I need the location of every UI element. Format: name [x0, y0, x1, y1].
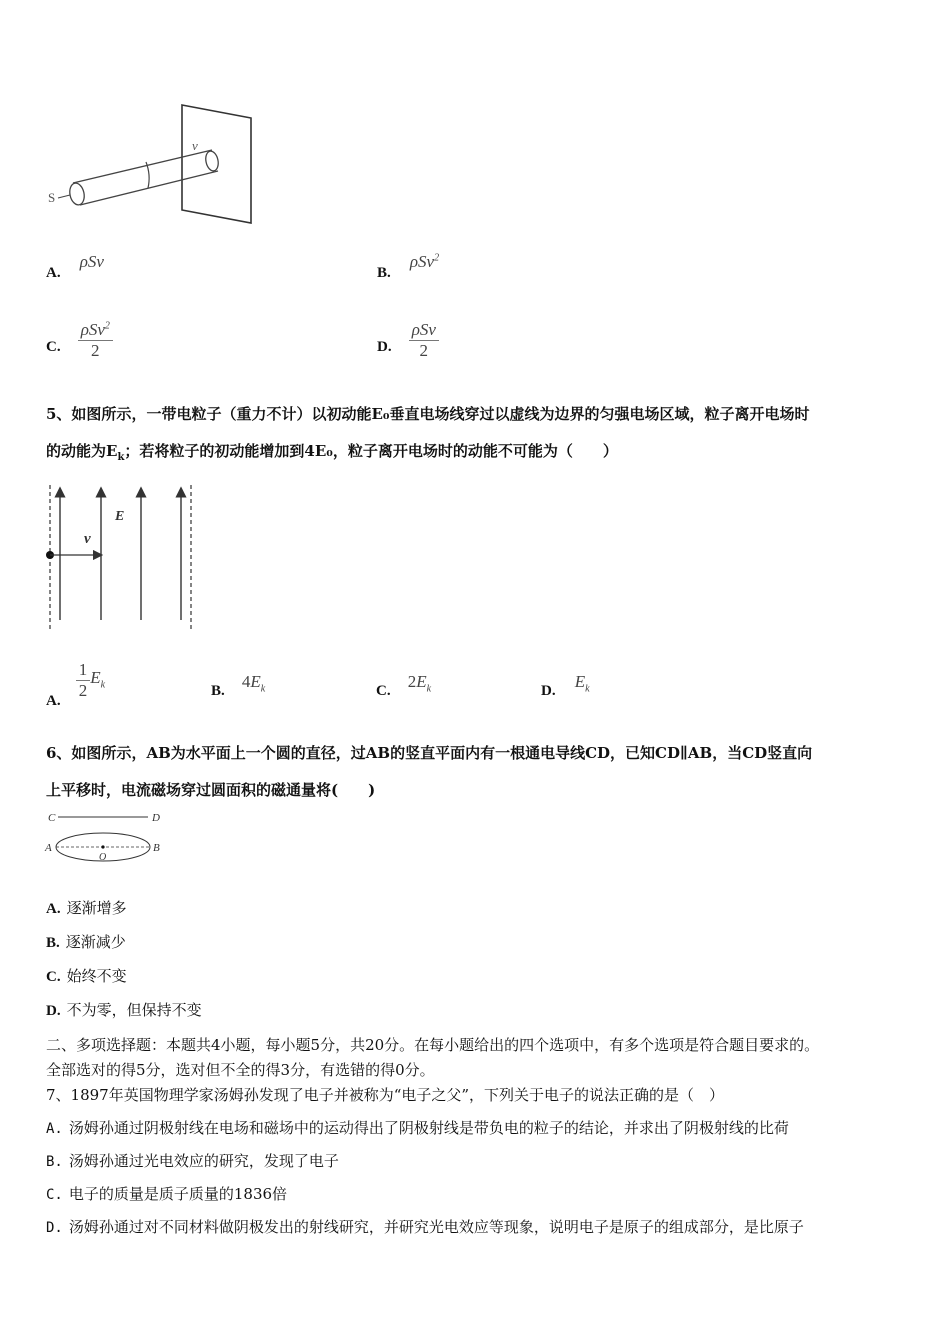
option-letter: A.: [46, 265, 61, 281]
section-heading-line2: 全部选对的得5分，选对但不全的得3分，有选错的得0分。: [46, 1061, 435, 1079]
q4-option-c[interactable]: [46, 320, 113, 361]
option-letter: B.: [211, 683, 225, 699]
energy-symbol: E: [574, 672, 586, 691]
q7-option-b[interactable]: [46, 1151, 926, 1172]
q7-stem: 7、1897年英国物理学家汤姆孙发现了电子并被称为“电子之父”，下列关于电子的说法正确的是（ ）: [46, 1086, 725, 1104]
subscript: k: [426, 683, 432, 695]
section-heading-line1: 二、多项选择题：本题共4小题，每小题5分，共20分。在每小题给出的四个选项中，有多个选项是符合题目要求的。: [46, 1036, 820, 1054]
subscript: k: [260, 683, 266, 695]
option-letter: B.: [46, 935, 60, 951]
option-letter: C.: [46, 339, 61, 355]
fraction-numerator: ρSv: [80, 320, 105, 339]
q6-option-b[interactable]: [46, 932, 126, 953]
option-text: 始终不变: [66, 967, 127, 985]
diameter-end-a: A: [45, 842, 52, 854]
q6-stem-line2: 上平移时，电流磁场穿过圆面积的磁通量将( ): [46, 781, 376, 799]
velocity-label: v: [84, 531, 91, 547]
energy-symbol: E: [416, 672, 427, 691]
option-letter: C.: [376, 683, 391, 699]
center-label: O: [99, 852, 107, 863]
diameter-end-b: B: [153, 842, 160, 854]
subscript: k: [585, 683, 590, 695]
wire-circle-figure: [40, 805, 170, 870]
q6-option-d[interactable]: [46, 1000, 202, 1021]
coefficient: 4: [241, 672, 251, 691]
option-letter: B.: [377, 265, 391, 281]
option-letter: C.: [46, 969, 61, 985]
cross-section-label: S: [48, 190, 56, 205]
q5-option-c[interactable]: [376, 672, 432, 700]
q5-stem-line2: 的动能为$E_k$；若将粒子的初动能增加到4E₀，粒子离开电场时的动能不可能为（ ）: [46, 442, 618, 463]
option-letter: C.: [46, 1187, 63, 1203]
fraction-numerator: 1: [76, 660, 91, 681]
option-text: 逐渐增多: [66, 899, 127, 917]
q4-option-a[interactable]: [46, 252, 104, 282]
fraction-denominator: 2: [419, 341, 429, 360]
option-letter: D.: [46, 1003, 61, 1019]
wire-end-c: C: [48, 812, 56, 824]
fraction-numerator: ρSv: [409, 320, 439, 341]
option-letter: D.: [541, 683, 556, 699]
option-text: 汤姆孙通过光电效应的研究，发现了电子: [68, 1152, 339, 1170]
energy-symbol: E: [90, 668, 101, 687]
q6-stem-line1: 6、如图所示，AB为水平面上一个圆的直径，过AB的竖直平面内有一根通电导线CD，已知CD∥AB，当CD竖直向: [46, 744, 813, 762]
q5-option-b[interactable]: [211, 672, 266, 700]
option-text: 汤姆孙通过阴极射线在电场和磁场中的运动得出了阴极射线是带负电的粒子的结论，并求出了阴极射线的比荷: [68, 1119, 789, 1137]
exponent: 2: [434, 252, 440, 264]
wire-end-d: D: [152, 812, 160, 824]
velocity-label: v: [192, 138, 198, 153]
q5-option-d[interactable]: [541, 672, 590, 700]
option-expression: ρSv: [79, 252, 104, 271]
q6-option-c[interactable]: [46, 966, 127, 987]
option-letter: A.: [46, 1121, 63, 1137]
option-letter: A.: [46, 693, 61, 709]
option-letter: B.: [46, 1154, 63, 1170]
exponent: 2: [104, 320, 110, 332]
q7-option-a[interactable]: [46, 1118, 926, 1139]
q7-option-d[interactable]: [46, 1217, 926, 1238]
option-text: 汤姆孙通过对不同材料做阴极发出的射线研究，并研究光电效应等现象，说明电子是原子的组成部分，是比原子: [68, 1218, 804, 1236]
option-letter: D.: [377, 339, 392, 355]
pipe-plate-figure: [40, 95, 270, 235]
q4-option-b[interactable]: [377, 252, 440, 282]
field-label: E: [115, 509, 125, 524]
fraction-denominator: 2: [78, 681, 88, 700]
q5-option-a[interactable]: [46, 660, 106, 709]
energy-symbol: E: [250, 672, 261, 691]
option-text: 逐渐减少: [65, 933, 126, 951]
fraction-denominator: 2: [91, 341, 100, 360]
q5-stem-line1: 5、如图所示，一带电粒子（重力不计）以初动能E₀垂直电场线穿过以虚线为边界的匀强电场区域，粒子离开电场时: [46, 405, 810, 423]
option-text: 不为零，但保持不变: [66, 1001, 202, 1019]
option-letter: A.: [46, 901, 61, 917]
q4-option-d[interactable]: [377, 320, 439, 361]
q6-option-a[interactable]: [46, 898, 127, 919]
subscript: k: [100, 679, 106, 691]
q7-option-c[interactable]: [46, 1184, 926, 1205]
coefficient: 2: [407, 672, 417, 691]
option-text: 电子的质量是质子质量的1836倍: [68, 1185, 288, 1203]
option-expression: ρSv: [409, 252, 435, 271]
option-letter: D.: [46, 1220, 63, 1236]
electric-field-figure: [40, 480, 200, 635]
